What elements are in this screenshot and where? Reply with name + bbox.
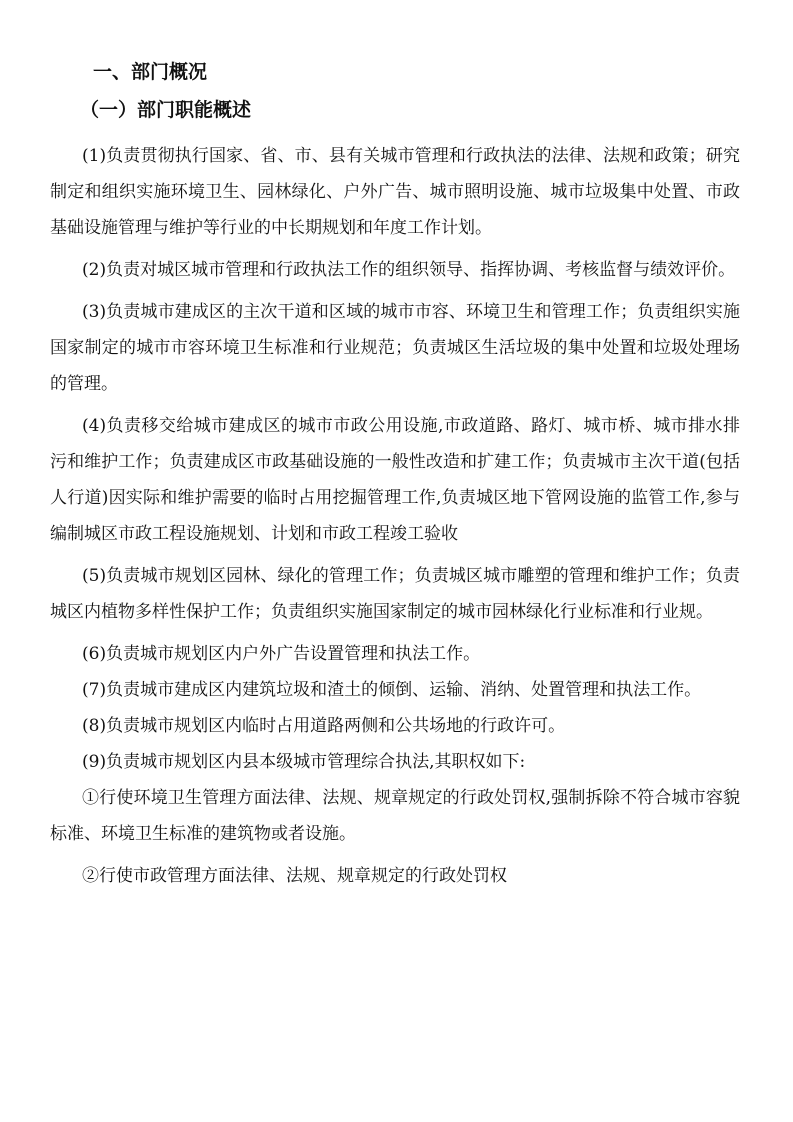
paragraph-duty-4: (4)负责移交给城市建成区的城市市政公用设施,市政道路、路灯、城市桥、城市排水排污和维护工作；负责建成区市政基础设施的一般性改造和扩建工作；负责城市主次干道(包括人行道)因实际和维护需要的临时占用挖掘管理工作,负责城区地下管网设施的监管工作,参与编制城区市政工程设施规划、计划和市政工程竣工验收: [50, 416, 740, 544]
paragraph-duty-2: (2)负责对城区城市管理和行政执法工作的组织领导、指挥协调、考核监督与绩效评价。: [82, 260, 736, 280]
paragraph-duty-9: (9)负责城市规划区内县本级城市管理综合执法,其职权如下:: [82, 752, 526, 772]
paragraph-duty-6: (6)负责城市规划区内户外广告设置管理和执法工作。: [82, 644, 481, 664]
subsection-heading: （一）部门职能概述: [80, 99, 252, 121]
paragraph-duty-8: (8)负责城市规划区内临时占用道路两侧和公共场地的行政许可。: [82, 716, 566, 736]
body-text: [50, 138, 740, 900]
paragraph-duty-5: (5)负责城市规划区园林、绿化的管理工作；负责城区城市雕塑的管理和维护工作；负责城区内植物多样性保护工作；负责组织实施国家制定的城市园林绿化行业标准和行业规。: [50, 566, 740, 622]
paragraph-power-1: ①行使环境卫生管理方面法律、法规、规章规定的行政处罚权,强制拆除不符合城市容貌标准、环境卫生标准的建筑物或者设施。: [50, 788, 740, 844]
section-heading: 一、部门概况: [93, 61, 208, 83]
paragraph-duty-7: (7)负责城市建成区内建筑垃圾和渣土的倾倒、运输、消纳、处置管理和执法工作。: [82, 680, 702, 700]
paragraph-duty-1: (1)负责贯彻执行国家、省、市、县有关城市管理和行政执法的法律、法规和政策；研究制定和组织实施环境卫生、园林绿化、户外广告、城市照明设施、城市垃圾集中处置、市政基础设施管理与维护等行业的中长期规划和年度工作计划。: [50, 146, 740, 238]
paragraph-power-2: ②行使市政管理方面法律、法规、规章规定的行政处罚权: [82, 866, 507, 886]
paragraph-duty-3: (3)负责城市建成区的主次干道和区域的城市市容、环境卫生和管理工作；负责组织实施国家制定的城市市容环境卫生标准和行业规范；负责城区生活垃圾的集中处置和垃圾处理场的管理。: [50, 302, 740, 394]
